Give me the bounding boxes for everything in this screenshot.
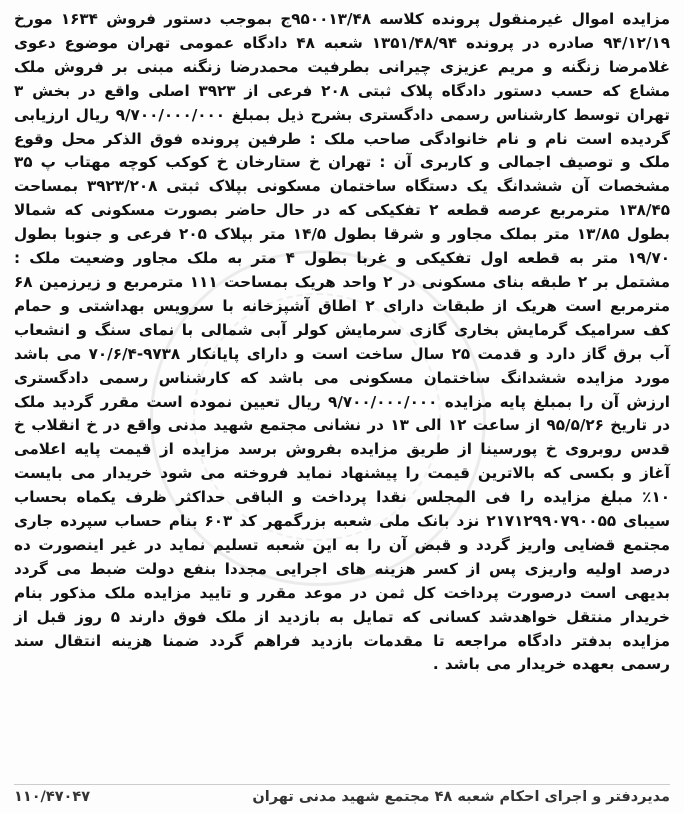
footer-signature: مدیردفتر و اجرای احکام شعبه ۴۸ مجتمع شهید مدنی تهران xyxy=(252,789,670,805)
footer-reference-code: ۱۱۰/۴۷۰۴۷ xyxy=(14,789,91,805)
notice-footer xyxy=(14,784,670,805)
notice-body-text: مزایده اموال غیرمنقول پرونده کلاسه ۹۵۰۰۱۳/۴۸ج بموجب دستور فروش ۱۶۳۴ مورخ ۹۴/۱۲/۱۹ صادره در پرونده ۱۳۵۱/۴۸/۹۴ شعبه ۴۸ دادگاه عمومی تهران موضوع دعوی غلامرضا زنگنه و مریم عزیزی چیرانی بطرفیت محمدرضا زنگنه مبنی بر فروش ملک مشاع که حسب دستور دادگاه پلاک ثبتی ۲۰۸ فرعی از ۳۹۲۳ اصلی واقع در بخش ۳ تهران توسط کارشناس رسمی دادگستری بشرح ذیل بمبلغ ۹/۷۰۰/۰۰۰/۰۰۰ ریال ارزیابی گردیده است نام و نام خانوادگی صاحب ملک : طرفین پرونده فوق الذکر محل وقوع ملک و توصیف اجمالی و کاربری آن : تهران خ ستارخان خ کوکب کوچه مهتاب پ ۳۵ مشخصات آن ششدانگ یک دستگاه ساختمان مسکونی بپلاک ثبتی ۳۹۲۳/۲۰۸ بمساحت ۱۳۸/۴۵ مترمربع عرصه قطعه ۲ تفکیکی که در حال حاضر بصورت مسکونی که شمالا بطول ۱۳/۸۵ متر بملک مجاور و شرقا بطول ۱۴/۵ متر بپلاک ۲۰۵ فرعی و جنوبا بطول ۱۹/۷۰ متر به قطعه اول تفکیکی و غربا بطول ۴ متر به ملک مجاور وضعیت ملک : مشتمل بر ۲ طبقه بنای مسکونی در ۲ واحد هریک بمساحت ۱۱۱ مترمربع و زیرزمین ۶۸ مترمربع است هریک از طبقات دارای ۲ اطاق آشپزخانه با سرویس بهداشتی و حمام کف سرامیک گرمایش بخاری گازی سرمایش کولر آبی شمالی با نمای سنگ و انشعاب آب برق گاز دارد و قدمت ۲۵ سال ساخت است و دارای پایانکار ۹۷۳۸-۷۰/۶/۴ می باشد مورد مزایده ششدانگ ساختمان مسکونی می باشد که کارشناس رسمی دادگستری ارزش آن را بمبلغ پایه مزایده ۹/۷۰۰/۰۰۰/۰۰۰ ریال تعیین نموده است مقرر گردید ملک در تاریخ ۹۵/۵/۲۶ از ساعت ۱۲ الی ۱۳ در نشانی مجتمع شهید مدنی واقع در خ انقلاب خ قدس روبروی خ پورسینا از طریق مزایده بفروش برسد مزایده از قیمت پایه اعلامی آغاز و بکسی که بالاترین قیمت را پیشنهاد نماید فروخته می شود خریدار می بایست ۱۰٪ مبلغ مزایده را فی المجلس نقدا پرداخت و الباقی حداکثر ظرف یکماه بحساب سیبای ۲۱۷۱۲۹۹۰۷۹۰۰۵۵ نزد بانک ملی شعبه بزرگمهر کد ۶۰۳ بنام حساب سپرده جاری مجتمع قضایی واریز گردد و قبض آن را به این شعبه تسلیم نماید در غیر اینصورت ده درصد اولیه واریزی پس از کسر هزینه های اجرایی مجددا بنفع دولت ضبط می گردد بدیهی است درصورت پرداخت کل ثمن در موعد مقرر و تایید مزایده ملک مذکور بنام خریدار منتقل خواهدشد کسانی که تمایل به بازدید از ملک فوق دارند ۵ روز قبل از مزایده بدفتر دادگاه مراجعه تا مقدمات بازدید فراهم گردد ضمنا هزینه انتقال سند رسمی بعهده خریدار می باشد . xyxy=(14,10,671,674)
